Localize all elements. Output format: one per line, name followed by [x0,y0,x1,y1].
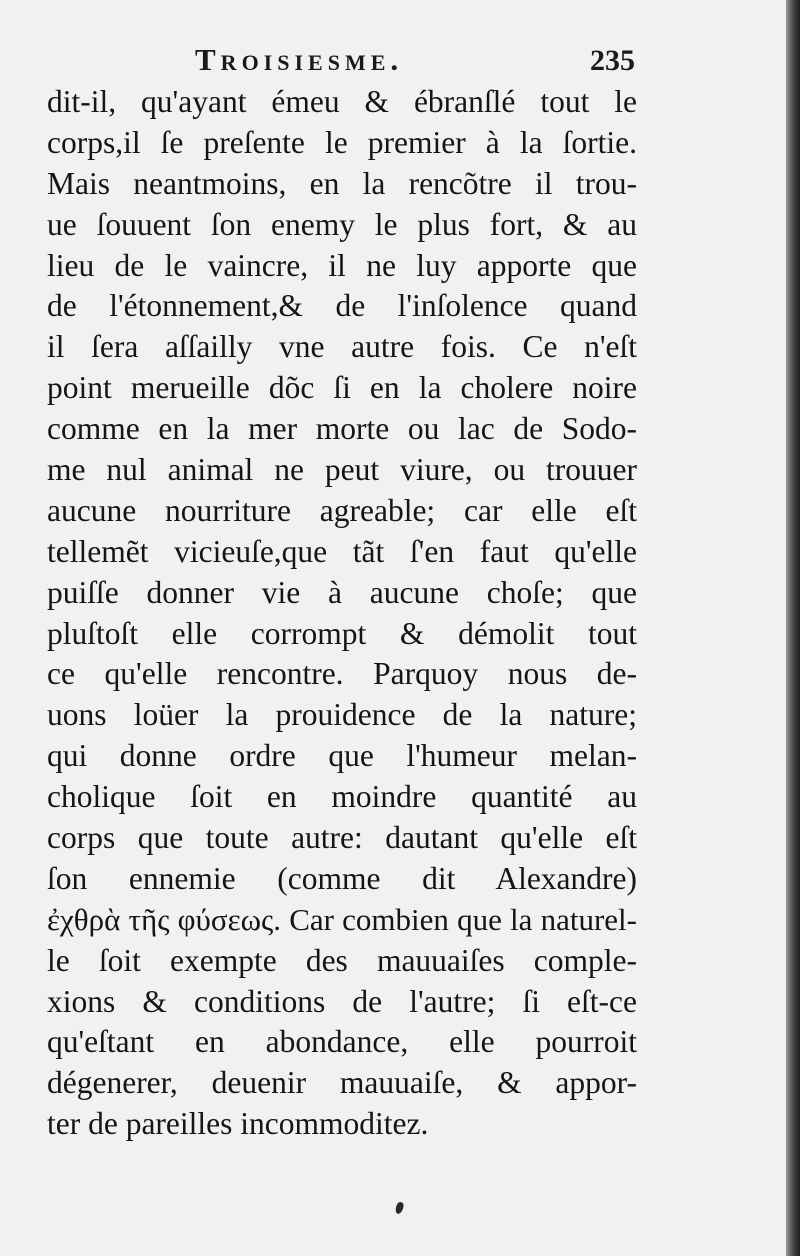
text-line: ſon ennemie (comme dit Alexandre) [47,860,637,896]
text-line: corps,il ſe preſente le premier à la ſortie. [47,124,637,160]
page-header [195,42,635,86]
body-text [47,82,637,1145]
text-line: qu'eſtant en abondance, elle pourroit [47,1024,637,1060]
text-line: dit-il, qu'ayant émeu & ébranſlé tout le [47,84,637,119]
text-line: dégenerer, deuenir mauuaiſe, & appor- [47,1065,637,1101]
text-line: tellemẽt vicieuſe,que tãt ſ'en faut qu'elle [47,533,637,569]
running-head: Troisiesme. [195,42,404,77]
text-line: le ſoit exempte des mauuaiſes comple- [47,942,637,978]
text-line: aucune nourriture agreable; car elle eſt [47,492,637,528]
text-line: de l'étonnement,& de l'inſolence quand [47,288,637,324]
text-line: ue ſouuent ſon enemy le plus fort, & au [47,206,637,242]
text-line: Mais neantmoins, en la rencõtre il trou- [47,165,637,201]
text-line: ce qu'elle rencontre. Parquoy nous de- [47,656,637,692]
text-line: lieu de le vaincre, il ne luy apporte que [47,247,637,283]
text-line: point merueille dõc ſi en la cholere noire [47,370,637,406]
text-line: corps que toute autre: dautant qu'elle eſt [47,820,637,856]
text-line: cholique ſoit en moindre quantité au [47,779,637,815]
page-number: 235 [590,44,635,77]
text-line: comme en la mer morte ou lac de Sodo- [47,411,637,447]
text-line: pluſtoſt elle corrompt & démolit tout [47,615,637,651]
text-line: me nul animal ne peut viure, ou trouuer [47,452,637,488]
text-line: il ſera aſſailly vne autre fois. Ce n'eſt [47,329,637,365]
text-line: uons loüer la prouidence de la nature; [47,697,637,733]
text-line: xions & conditions de l'autre; ſi eſt-ce [47,983,637,1019]
ink-blot [394,1201,404,1215]
text-line: ter de pareilles incommoditez. [47,1106,429,1142]
text-line: ἐχθρὰ τῆς φύσεως. Car combien que la naturel- [47,901,637,937]
text-line: qui donne ordre que l'humeur melan- [47,738,637,774]
page-gutter-shadow [786,0,800,1256]
text-line: puiſſe donner vie à aucune choſe; que [47,574,637,610]
